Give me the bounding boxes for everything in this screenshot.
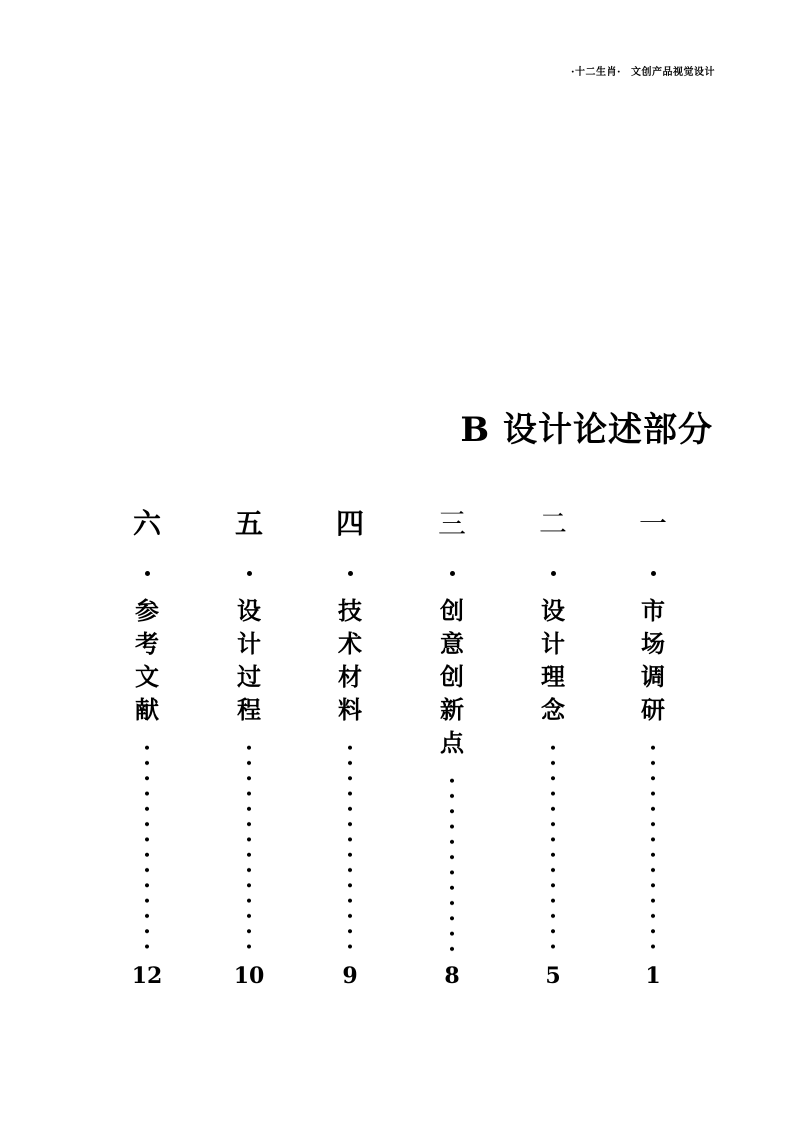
toc-title-char: 设	[541, 596, 565, 625]
dot-leader	[651, 740, 655, 955]
page-number: 8	[444, 963, 460, 989]
toc-numeral: 五	[234, 507, 263, 540]
toc-title	[237, 594, 261, 726]
toc-title-char: 参	[135, 596, 159, 625]
toc-title	[135, 594, 159, 726]
toc-entry-1[interactable]	[633, 505, 673, 955]
running-header-series: ·十二生肖·	[571, 67, 621, 78]
page-number: 12	[131, 963, 163, 989]
toc-title-char: 设	[237, 596, 261, 625]
toc-title	[338, 594, 362, 726]
separator-dot	[551, 571, 556, 576]
toc-title-char: 点	[440, 728, 464, 757]
separator-dot	[247, 571, 252, 576]
section-title: B 设计论述部分	[460, 410, 713, 450]
toc-title-char: 考	[135, 629, 159, 658]
separator-dot	[145, 571, 150, 576]
toc-title-char: 料	[338, 695, 362, 724]
toc-title-char: 文	[135, 662, 159, 691]
dot-leader	[348, 740, 352, 955]
toc-entry-2[interactable]	[533, 505, 573, 955]
page-number: 9	[342, 963, 358, 989]
separator-dot	[651, 571, 656, 576]
toc-entry-6[interactable]	[127, 505, 167, 955]
toc-title-char: 材	[338, 662, 362, 691]
toc-title	[440, 594, 464, 759]
toc-title-char: 技	[338, 596, 362, 625]
toc-numeral: 二	[538, 507, 567, 540]
page-number: 10	[233, 963, 265, 989]
toc-title-char: 计	[237, 629, 261, 658]
dot-leader	[551, 740, 555, 955]
toc-title	[641, 594, 665, 726]
toc-entry-4[interactable]	[330, 505, 370, 955]
toc-title-char: 计	[541, 629, 565, 658]
toc-title-char: 场	[641, 629, 665, 658]
toc-entry-5[interactable]	[229, 505, 269, 955]
toc-title-char: 创	[440, 662, 464, 691]
toc-title-char: 念	[541, 695, 565, 724]
toc-title-char: 献	[135, 695, 159, 724]
toc-title-char: 意	[440, 629, 464, 658]
dot-leader	[450, 773, 454, 958]
toc-title-char: 创	[440, 596, 464, 625]
running-header-title: 文创产品视觉设计	[631, 67, 715, 78]
toc-title-char: 新	[440, 695, 464, 724]
toc-entry-3[interactable]	[432, 505, 472, 958]
toc-numeral: 三	[437, 507, 466, 540]
toc-title	[541, 594, 565, 726]
page-number: 1	[645, 963, 661, 989]
toc-numeral: 六	[132, 507, 161, 540]
toc-title-char: 研	[641, 695, 665, 724]
toc-title-char: 术	[338, 629, 362, 658]
separator-dot	[450, 571, 455, 576]
toc-numeral: 一	[638, 507, 667, 540]
toc-title-char: 市	[641, 596, 665, 625]
toc-title-char: 理	[541, 662, 565, 691]
toc-title-char: 程	[237, 695, 261, 724]
toc-title-char: 过	[237, 662, 261, 691]
toc-title-char: 调	[641, 662, 665, 691]
dot-leader	[145, 740, 149, 955]
dot-leader	[247, 740, 251, 955]
separator-dot	[348, 571, 353, 576]
toc-numeral: 四	[335, 507, 364, 540]
page-number: 5	[545, 963, 561, 989]
